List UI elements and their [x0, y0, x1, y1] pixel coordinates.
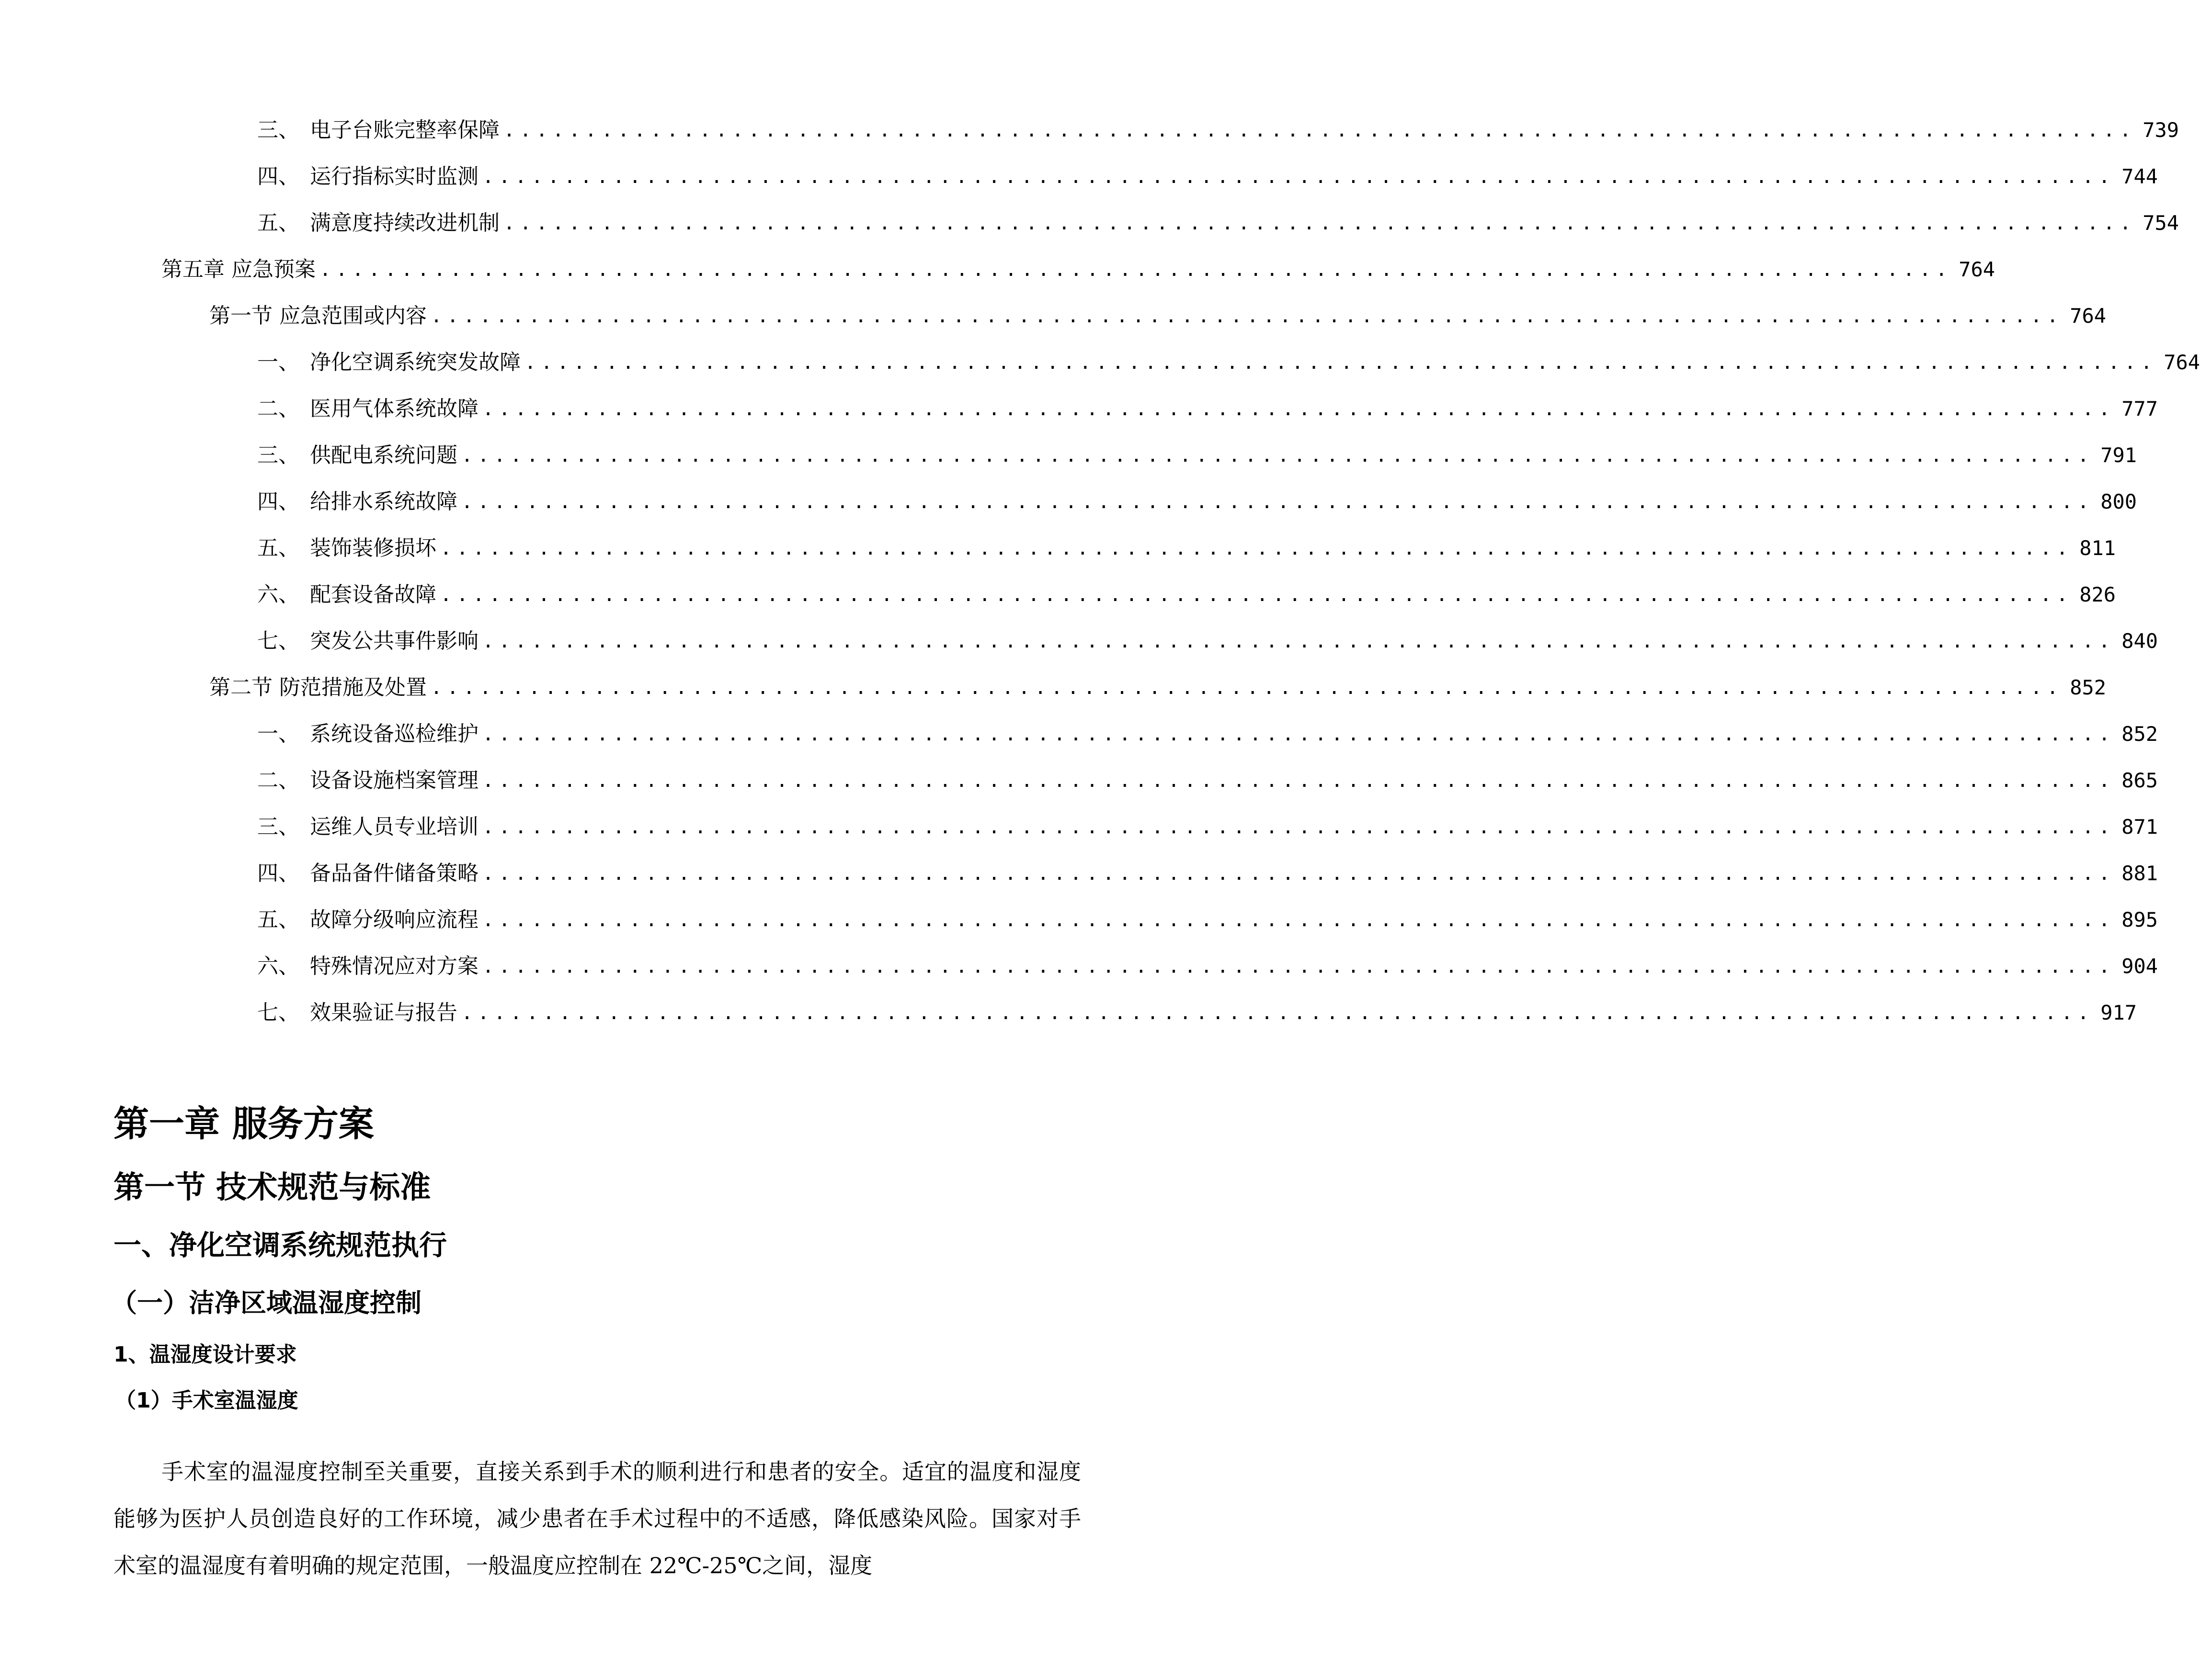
toc-entry-title: 四、 备品备件储备策略 [257, 861, 479, 885]
toc-entry-title: 七、 效果验证与报告 [257, 1000, 457, 1025]
toc-entry[interactable] [257, 761, 2158, 800]
toc-leader-dots: .................................................................................................... [482, 630, 2115, 652]
toc-entry[interactable] [209, 669, 2107, 707]
toc-leader-dots: .................................................................................................... [482, 723, 2115, 745]
toc-entry-page: 895 [2121, 908, 2158, 931]
toc-leader-dots: .................................................................................................... [440, 537, 2073, 559]
toc-entry[interactable] [257, 994, 2137, 1032]
toc-entry[interactable] [209, 297, 2107, 335]
toc-leader-dots: .................................................................................................... [503, 119, 2136, 141]
toc-entry-page: 904 [2121, 954, 2158, 978]
toc-entry-page: 777 [2121, 397, 2158, 420]
toc-entry[interactable] [257, 808, 2158, 846]
toc-entry-page: 791 [2100, 443, 2137, 467]
toc-entry-title: 一、 净化空调系统突发故障 [257, 350, 521, 375]
toc-entry-page: 811 [2079, 536, 2116, 560]
toc-entry-page: 764 [2070, 304, 2107, 328]
section-title: 第一节 技术规范与标准 [114, 1170, 431, 1205]
toc-entry-page: 739 [2143, 118, 2179, 142]
toc-entry[interactable] [257, 622, 2158, 660]
toc-entry-title: 五、 满意度持续改进机制 [257, 211, 500, 235]
toc-entry-page: 852 [2070, 676, 2107, 699]
toc-entry-title: 一、 系统设备巡检维护 [257, 722, 479, 746]
toc-entry-title: 第二节 防范措施及处置 [209, 675, 427, 700]
toc-entry-title: 四、 运行指标实时监测 [257, 164, 479, 189]
toc-entry-page: 764 [2164, 351, 2200, 374]
toc-entry-title: 六、 配套设备故障 [257, 582, 436, 607]
toc-leader-dots: .................................................................................................... [461, 444, 2094, 466]
toc-entry-page: 826 [2079, 583, 2116, 606]
toc-leader-dots: .................................................................................................... [440, 584, 2073, 606]
toc-entry[interactable] [257, 158, 2158, 196]
toc-entry-page: 754 [2143, 211, 2179, 235]
toc-entry-title: 三、 运维人员专业培训 [257, 815, 479, 839]
toc-entry[interactable] [161, 250, 1995, 289]
toc-entry[interactable] [257, 436, 2137, 475]
toc-entry-page: 871 [2121, 815, 2158, 839]
toc-leader-dots: .................................................................................................... [482, 816, 2115, 838]
toc-entry-title: 七、 突发公共事件影响 [257, 629, 479, 653]
toc-entry-title: 六、 特殊情况应对方案 [257, 954, 479, 978]
toc-leader-dots: .................................................................................................... [319, 259, 1952, 281]
toc-entry-title: 五、 装饰装修损坏 [257, 536, 436, 560]
toc-entry[interactable] [257, 576, 2116, 614]
subsubsection-title: （一）洁净区域温湿度控制 [111, 1288, 422, 1318]
toc-entry-page: 840 [2121, 629, 2158, 653]
toc-leader-dots: .................................................................................................... [503, 212, 2136, 234]
toc-leader-dots: .................................................................................................... [461, 1002, 2094, 1024]
toc-entry-page: 800 [2100, 490, 2137, 513]
subitem-title: （1）手术室温湿度 [115, 1388, 298, 1413]
toc-leader-dots: .................................................................................................... [461, 491, 2094, 513]
toc-entry-page: 764 [1959, 258, 1995, 281]
toc-entry[interactable] [257, 529, 2116, 568]
toc-entry-page: 917 [2100, 1001, 2137, 1024]
subsection-title: 一、净化空调系统规范执行 [114, 1229, 447, 1261]
chapter-title: 第一章 服务方案 [114, 1103, 374, 1145]
toc-leader-dots: .................................................................................................... [431, 677, 2063, 699]
toc-leader-dots: .................................................................................................... [482, 955, 2115, 977]
toc-leader-dots: .................................................................................................... [431, 305, 2063, 327]
toc-leader-dots: .................................................................................................... [482, 863, 2115, 885]
toc-entry[interactable] [257, 204, 2179, 242]
item-title: 1、温湿度设计要求 [114, 1342, 297, 1367]
toc-entry-page: 881 [2121, 862, 2158, 885]
toc-entry-title: 五、 故障分级响应流程 [257, 908, 479, 932]
toc-entry-title: 二、 设备设施档案管理 [257, 768, 479, 793]
toc-leader-dots: .................................................................................................... [482, 398, 2115, 420]
toc-entry[interactable] [257, 111, 2179, 149]
toc-entry-title: 第一节 应急范围或内容 [209, 304, 427, 328]
toc-entry[interactable] [257, 390, 2158, 428]
toc-entry[interactable] [257, 483, 2137, 521]
toc-entry-title: 三、 电子台账完整率保障 [257, 118, 500, 142]
toc-entry[interactable] [257, 947, 2158, 986]
toc-entry[interactable] [257, 901, 2158, 939]
toc-entry[interactable] [257, 715, 2158, 753]
toc-entry-title: 二、 医用气体系统故障 [257, 397, 479, 421]
toc-entry-title: 第五章 应急预案 [161, 257, 316, 282]
toc-entry-title: 四、 给排水系统故障 [257, 489, 457, 514]
toc-leader-dots: .................................................................................................... [482, 770, 2115, 792]
body-paragraph: 手术室的温湿度控制至关重要，直接关系到手术的顺利进行和患者的安全。适宜的温度和湿度能够为医护人员创造良好的工作环境，减少患者在手术过程中的不适感，降低感染风险。国家对手术室的温湿度有着明确的规定范围，一般温度应控制在 22℃-25℃之间，湿度 [114, 1459, 1081, 1578]
toc-entry-title: 三、 供配电系统问题 [257, 443, 457, 467]
toc-entry[interactable] [257, 854, 2158, 893]
toc-entry-page: 865 [2121, 769, 2158, 792]
toc-entry[interactable] [257, 343, 2200, 382]
toc-entry-page: 744 [2121, 165, 2158, 188]
toc-leader-dots: .................................................................................................... [482, 909, 2115, 931]
toc-leader-dots: .................................................................................................... [482, 166, 2115, 188]
toc-leader-dots: .................................................................................................... [524, 352, 2157, 374]
toc-entry-page: 852 [2121, 722, 2158, 746]
